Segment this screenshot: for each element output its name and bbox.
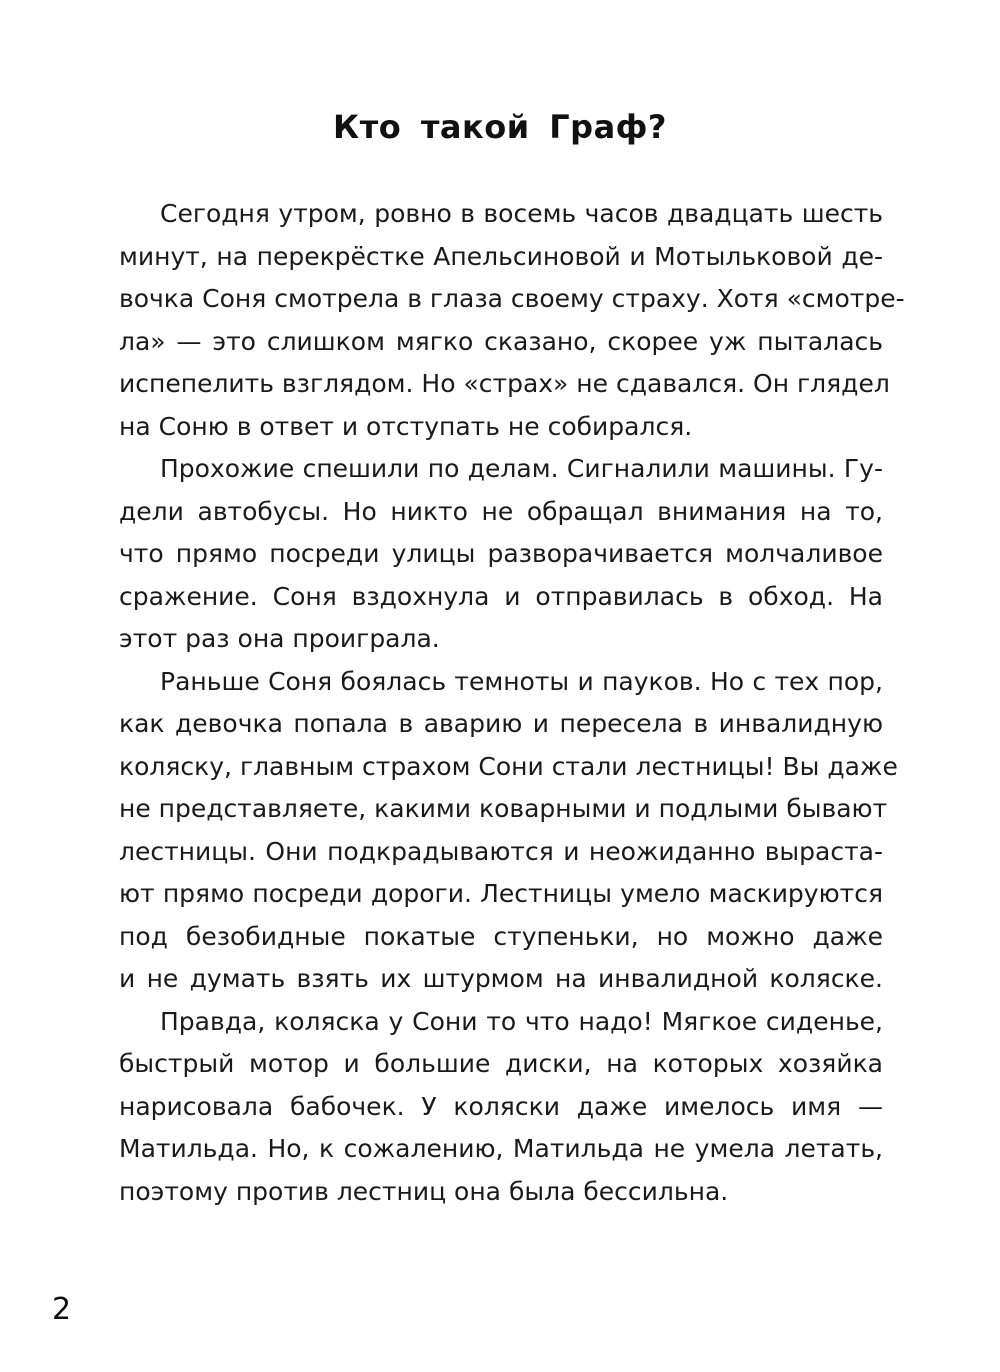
text-line: не представляете, какими коварными и подлыми бывают (119, 794, 888, 823)
text-line: Правда, коляска у Сони то что надо! Мягкое сиденье, (160, 1006, 883, 1036)
text-line: этот раз она проиграла. (119, 624, 440, 653)
text-line: ют прямо посреди дороги. Лестницы умело маскируются (119, 879, 883, 908)
paragraph (119, 448, 883, 661)
text-line: Сегодня утром, ровно в восемь часов двадцать шесть (160, 199, 883, 228)
text-line: дели автобусы. Но никто не обращал внимания на то, (119, 496, 883, 526)
text-line: испепелить взглядом. Но «страх» не сдавался. Он глядел (119, 369, 890, 398)
paragraph (119, 193, 905, 448)
text-line: Раньше Соня боялась темноты и пауков. Но с тех пор, (160, 666, 883, 696)
paragraph (119, 661, 898, 1001)
text-line: минут, на перекрёстке Апельсиновой и Мотыльковой де- (119, 241, 883, 271)
text-line: как девочка попала в аварию и пересела в инвалидную (119, 709, 883, 738)
text-line: лестницы. Они подкрадываются и неожиданно выраста- (119, 836, 883, 866)
text-line: быстрый мотор и большие диски, на которых хозяйка (119, 1049, 883, 1078)
text-line: Прохожие спешили по делам. Сигналили машины. Гу- (160, 454, 883, 483)
chapter-body (119, 193, 905, 1213)
text-line: вочка Соня смотрела в глаза своему страху. Хотя «смотре- (119, 284, 905, 313)
text-line: под безобидные покатые ступеньки, но можно даже (119, 921, 883, 951)
text-line: нарисовала бабочек. У коляски даже имелось имя — (119, 1091, 883, 1121)
text-line: Матильда. Но, к сожалению, Матильда не умела летать, (119, 1134, 883, 1163)
text-line: сражение. Соня вздохнула и отправилась в обход. На (119, 581, 883, 611)
chapter-title: Кто такой Граф? (333, 108, 667, 146)
page-number: 2 (52, 1292, 72, 1327)
text-line: поэтому против лестниц она была бессильна. (119, 1176, 729, 1206)
text-line: что прямо посреди улицы разворачивается молчаливое (119, 539, 883, 568)
text-line: и не думать взять их штурмом на инвалидной коляске. (119, 964, 883, 993)
text-line: на Соню в ответ и отступать не собирался. (119, 411, 693, 441)
text-line: коляску, главным страхом Сони стали лестницы! Вы даже (119, 751, 898, 781)
text-line: ла» — это слишком мягко сказано, скорее уж пыталась (119, 326, 883, 356)
paragraph (119, 1001, 883, 1214)
